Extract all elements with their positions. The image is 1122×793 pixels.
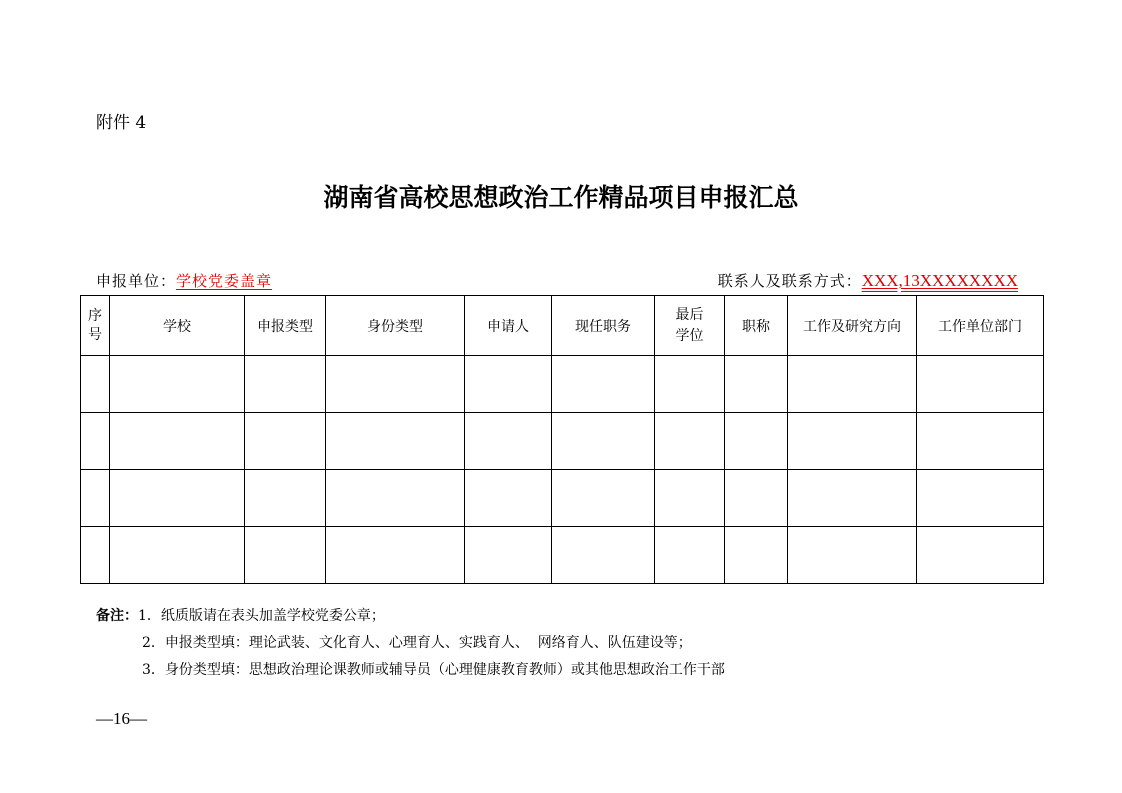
applicant-unit-value: 学校党委盖章 [176,272,273,290]
notes-section [96,603,725,684]
notes-label: 备注： [96,608,138,624]
table-cell[interactable] [552,470,655,527]
table-cell[interactable] [917,527,1044,584]
header-cell [917,296,1044,356]
table-row [81,356,1044,413]
table-cell[interactable] [81,413,110,470]
table-cell[interactable] [326,413,465,470]
header-department: 工作单位部门 [938,318,1022,335]
table-cell[interactable] [245,413,326,470]
attachment-label: 附件 4 [96,113,147,133]
header-degree: 最后 学位 [675,306,704,344]
table-cell[interactable] [465,413,552,470]
note-item: 3．身份类型填：思想政治理论课教师或辅导员（心理健康教育教师）或其他思想政治工作干部 [142,662,725,678]
table-cell[interactable] [465,356,552,413]
table-cell[interactable] [81,527,110,584]
table-cell[interactable] [465,470,552,527]
header-cell [552,296,655,356]
summary-table [80,295,1044,584]
table-cell[interactable] [326,356,465,413]
note-item: 1．纸质版请在表头加盖学校党委公章； [138,608,385,624]
contact-label: 联系人及联系方式： [717,272,862,290]
header-research-direction: 工作及研究方向 [803,318,901,335]
table-cell[interactable] [245,527,326,584]
applicant-unit-label: 申报单位： [96,272,177,290]
document-title: 湖南省高校思想政治工作精品项目申报汇总 [323,183,799,212]
header-title: 职称 [742,318,770,335]
table-cell[interactable] [917,470,1044,527]
table-cell[interactable] [788,470,917,527]
page-number: —16— [96,709,147,728]
header-cell [725,296,788,356]
table-cell[interactable] [245,470,326,527]
table-cell[interactable] [655,356,725,413]
header-cell [655,296,725,356]
table-cell[interactable] [655,413,725,470]
header-cell [465,296,552,356]
header-school: 学校 [163,318,191,335]
header-identity-type: 身份类型 [367,318,423,335]
table-cell[interactable] [110,356,245,413]
header-seq: 序 号 [88,307,102,343]
table-cell[interactable] [81,356,110,413]
note-line-2 [96,630,725,657]
table-cell[interactable] [655,527,725,584]
table-cell[interactable] [81,470,110,527]
header-cell [788,296,917,356]
table-cell[interactable] [326,527,465,584]
table-cell[interactable] [552,356,655,413]
header-cell [110,296,245,356]
header-cell [326,296,465,356]
table-cell[interactable] [326,470,465,527]
table-cell[interactable] [110,413,245,470]
table-cell[interactable] [465,527,552,584]
table-cell[interactable] [245,356,326,413]
contact-info [718,270,1018,291]
table-cell[interactable] [110,527,245,584]
note-line-3 [96,657,725,684]
table-cell[interactable] [788,413,917,470]
note-item: 2．申报类型填：理论武装、文化育人、心理育人、实践育人、 网络育人、队伍建设等； [142,635,692,651]
header-applicant: 申请人 [487,318,529,335]
table-cell[interactable] [725,356,788,413]
table-row [81,527,1044,584]
table-cell[interactable] [725,470,788,527]
table-row [81,413,1044,470]
header-position: 现任职务 [575,318,631,335]
table-cell[interactable] [788,527,917,584]
header-apply-type: 申报类型 [257,318,313,335]
note-line-1 [96,603,725,630]
table-cell[interactable] [552,527,655,584]
table-cell[interactable] [655,470,725,527]
table-row [81,470,1044,527]
table-cell[interactable] [110,470,245,527]
table-cell[interactable] [917,413,1044,470]
applicant-unit [96,270,272,291]
table-cell[interactable] [917,356,1044,413]
table-cell[interactable] [788,356,917,413]
table-cell[interactable] [552,413,655,470]
header-cell [245,296,326,356]
contact-value: XXX,13XXXXXXXX [861,271,1018,290]
table-header-row [81,296,1044,356]
header-cell [81,296,110,356]
table-cell[interactable] [725,413,788,470]
table-cell[interactable] [725,527,788,584]
